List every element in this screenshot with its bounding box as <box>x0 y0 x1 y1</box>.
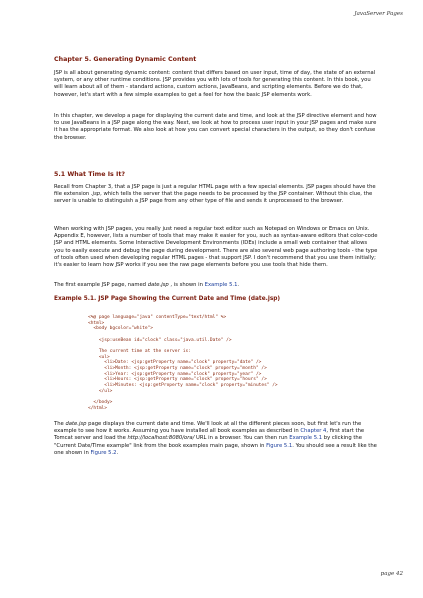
chapter-heading: Chapter 5. Generating Dynamic Content <box>54 56 197 63</box>
run-text-4: by clicking the "Current Date/Time example" link from the book examples main page, shown in <box>54 435 362 449</box>
recall-paragraph <box>54 184 378 206</box>
run-text-3: URL in a browser. You can then run <box>194 435 290 442</box>
run-example-paragraph: The date.jsp page displays the current date and time. We'll look at all the different pieces soon, but first let's run the example to see how it works. Assuming you have installed all book examples as described in Chapter 4, first start the Tomcat server and load the http://localhost:8080/ora/ URL in a browser. You can then run Example 5.1 by clicking the "Current Date/Time example" link from the book examples main page, shown in Figure 5.1. You should see a result like the one shown in Figure 5.2. <box>54 421 377 456</box>
page-number: page 42 <box>380 571 403 577</box>
run-text-2: , first start the Tomcat server and load the <box>54 428 365 442</box>
file-extension: .jsp <box>90 191 101 198</box>
first-example-text-mid: , is shown in <box>168 282 205 288</box>
run-text-6: . <box>116 449 119 456</box>
figure-link[interactable]: Figure 5.2 <box>90 449 117 456</box>
section-heading: 5.1 What Time Is It? <box>54 171 125 178</box>
example-link[interactable]: Example 5.1 <box>289 435 323 442</box>
run-text-1: page displays the current date and time. We'll look at all the different pieces soon, but first let's run the example to see how it works. Assuming you have installed all book examples as described in <box>54 421 362 435</box>
intro-paragraph: JSP is all about generating dynamic content: content that differs based on user input, time of day, the state of an external system, or any other runtime conditions. JSP provides you with lots of tools for generating this content. In this book, you will learn about all of them - standard actions, custom actions, JavaBeans, and scripting elements. Before we do that, however, let's start with a few simple examples to get a feel for how the basic JSP elements work. <box>54 70 376 98</box>
chapter-overview-paragraph: In this chapter, we develop a page for displaying the current date and time, and look at the JSP directive element and how to use JavaBeans in a JSP page along the way. Next, we look at how to process user input in your JSP pages and make sure it has the appropriate format. We also look at how you can convert special characters in the output, so they don't confuse the browser. <box>54 113 377 141</box>
example-heading: Example 5.1. JSP Page Showing the Current Date and Time (date.jsp) <box>54 296 281 302</box>
code-listing: <%@ page language="java" contentType="text/html" %> <html> <body bgcolor="white"> <jsp:useBean id="clock" class="java.util.Date" /> The current time at the server is: <ul> <li>Date: <jsp:getProperty name="clock" property="date" /> <li>Month: <jsp:getProperty name="clock" property="month" /> <li>Year: <jsp:getProperty name="clock" property="year" /> <li>Hours: <jsp:getProperty name="clock" property="hours" /> <li>Minutes: <jsp:getProperty name="clock" property="minutes" /> </ul> </body> </html> <box>88 315 278 411</box>
running-head: JavaServer Pages <box>354 11 403 17</box>
example-link[interactable]: Example 5.1 <box>204 282 238 288</box>
figure-link[interactable]: Figure 5.1 <box>266 442 293 449</box>
first-example-paragraph <box>54 282 378 289</box>
page-filename: date.jsp <box>147 282 169 288</box>
tools-paragraph: When working with JSP pages, you really just need a regular text editor such as Notepad on Windows or Emacs on Unix. Appendix E, however, lists a number of tools that may make it easier for you, such as syntax-aware editors that color-code JSP and HTML elements. Some Interactive Development Environments (IDEs) include a small web container that allows you to easily execute and debug the page during development. There are also several web page authoring tools - the type of tools often used when developing regular HTML pages - that support JSP. I don't recommend that you use them initially; it's easier to learn how JSP works if you see the raw page elements before you use tools that hide them. <box>54 226 378 269</box>
run-text-5: . You should see a result like the one shown in <box>54 442 377 456</box>
chapter-link[interactable]: Chapter 4 <box>300 428 327 435</box>
first-example-period: . <box>237 282 240 288</box>
first-example-text: The first example JSP page, named <box>54 282 148 288</box>
recall-text-end: , which tells the server that the page needs to be processed by the JSP container. Without this clue, the server is unable to distinguish a JSP page from any other type of file and sends it unprocessed to the browser. <box>54 191 373 205</box>
server-url: http://localhost:8080/ora/ <box>127 435 195 442</box>
recall-text-start: Recall from Chapter 3, that a JSP page is just a regular HTML page with a few special elements. JSP pages should have the file extension <box>54 184 376 198</box>
page-filename: date.jsp <box>65 421 87 427</box>
